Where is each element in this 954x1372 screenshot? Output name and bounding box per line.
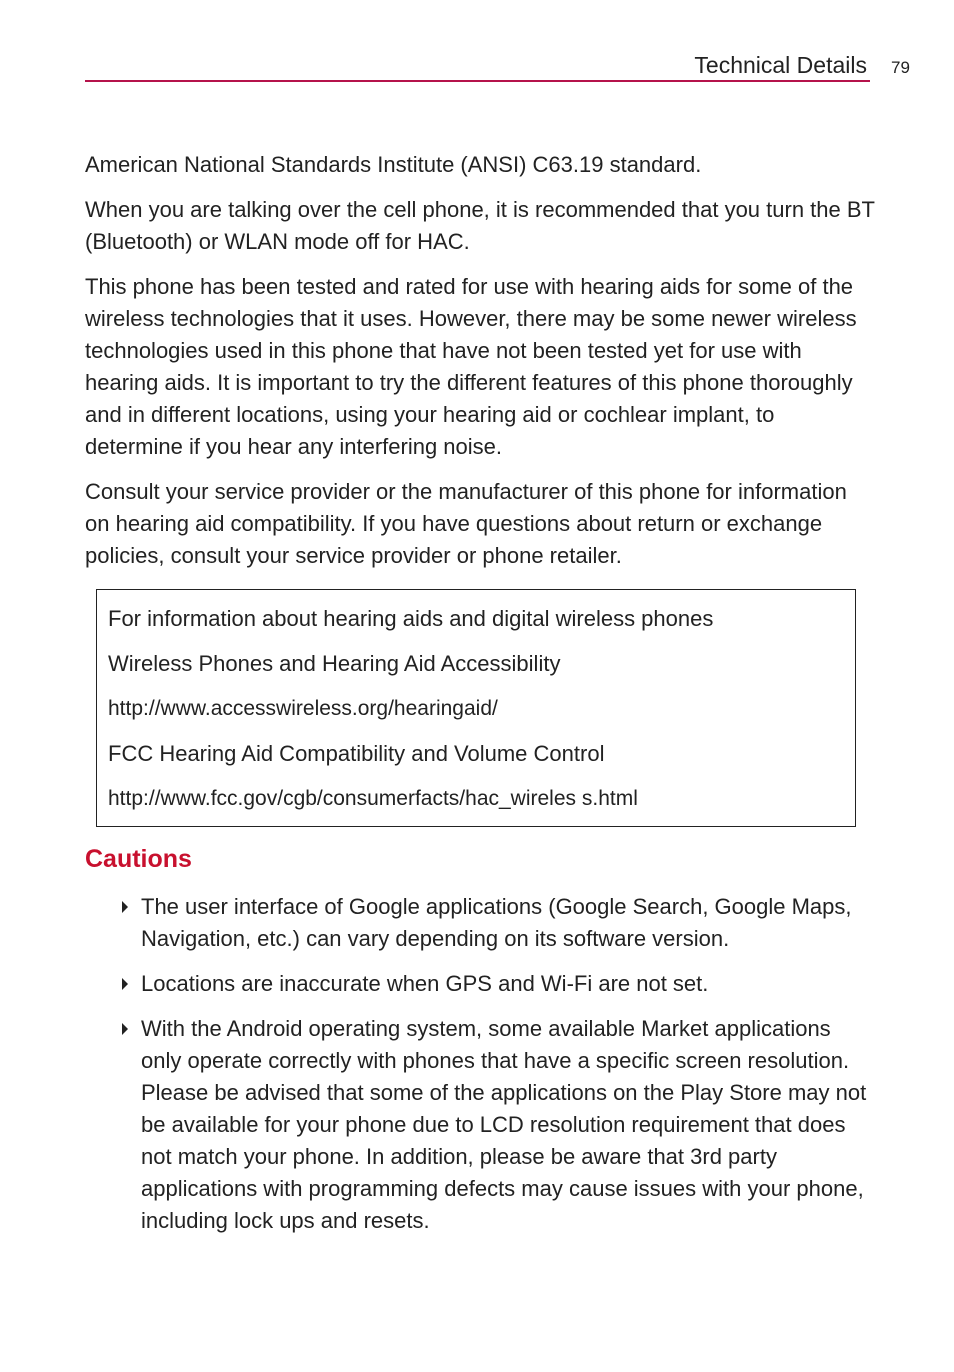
paragraph-testing: This phone has been tested and rated for use with hearing aids for some of the wireless technologies that it uses. However, there may be some newer wireless technologies used in this phone that have not been tested yet for use with hearing aids. It is important to try the different features of this phone thoroughly and in different locations, using your hearing aid or cochlear implant, to determine if you hear any interfering noise.: [85, 274, 857, 459]
cautions-list: [117, 891, 877, 1250]
list-item: [117, 891, 877, 955]
bullet-icon: [122, 901, 128, 913]
info-item-title: Wireless Phones and Hearing Aid Accessibility: [108, 651, 561, 676]
header-divider: [85, 80, 870, 82]
body-text: [85, 149, 875, 585]
info-item-title: FCC Hearing Aid Compatibility and Volume Control: [108, 741, 605, 766]
list-item-text: The user interface of Google applications (Google Search, Google Maps, Navigation, etc.) can vary depending on its software version.: [141, 894, 852, 951]
list-item-text: Locations are inaccurate when GPS and Wi-Fi are not set.: [141, 971, 709, 996]
paragraph-ansi: American National Standards Institute (ANSI) C63.19 standard.: [85, 152, 702, 177]
bullet-icon: [122, 1023, 128, 1035]
paragraph-bluetooth: When you are talking over the cell phone, it is recommended that you turn the BT (Bluetooth) or WLAN mode off for HAC.: [85, 197, 875, 254]
bullet-icon: [122, 978, 128, 990]
info-box-heading: For information about hearing aids and digital wireless phones: [108, 606, 714, 631]
page-number: 79: [891, 58, 910, 77]
page-header: [85, 48, 870, 82]
paragraph-consult: Consult your service provider or the manufacturer of this phone for information on hearing aid compatibility. If you have questions about return or exchange policies, consult your service provider or phone retailer.: [85, 479, 847, 568]
list-item-text: With the Android operating system, some available Market applications only operate correctly with phones that have a specific screen resolution.: [141, 1016, 850, 1073]
hearing-aid-info-box: [96, 589, 856, 827]
section-title: Technical Details: [694, 52, 867, 78]
info-item-url[interactable]: http://www.fcc.gov/cgb/consumerfacts/hac_wireles s.html: [108, 787, 638, 810]
info-item-url[interactable]: http://www.accesswireless.org/hearingaid/: [108, 697, 498, 720]
list-item: [117, 1013, 877, 1237]
list-item-note: Please be advised that some of the applications on the Play Store may not be available for your phone due to LCD resolution requirement that does not match your phone. In addition, please be aware that 3rd party applications with programming defects may cause issues with your phone, including lock ups and resets.: [141, 1080, 867, 1233]
list-item: [117, 968, 877, 1000]
cautions-heading: Cautions: [85, 845, 192, 873]
